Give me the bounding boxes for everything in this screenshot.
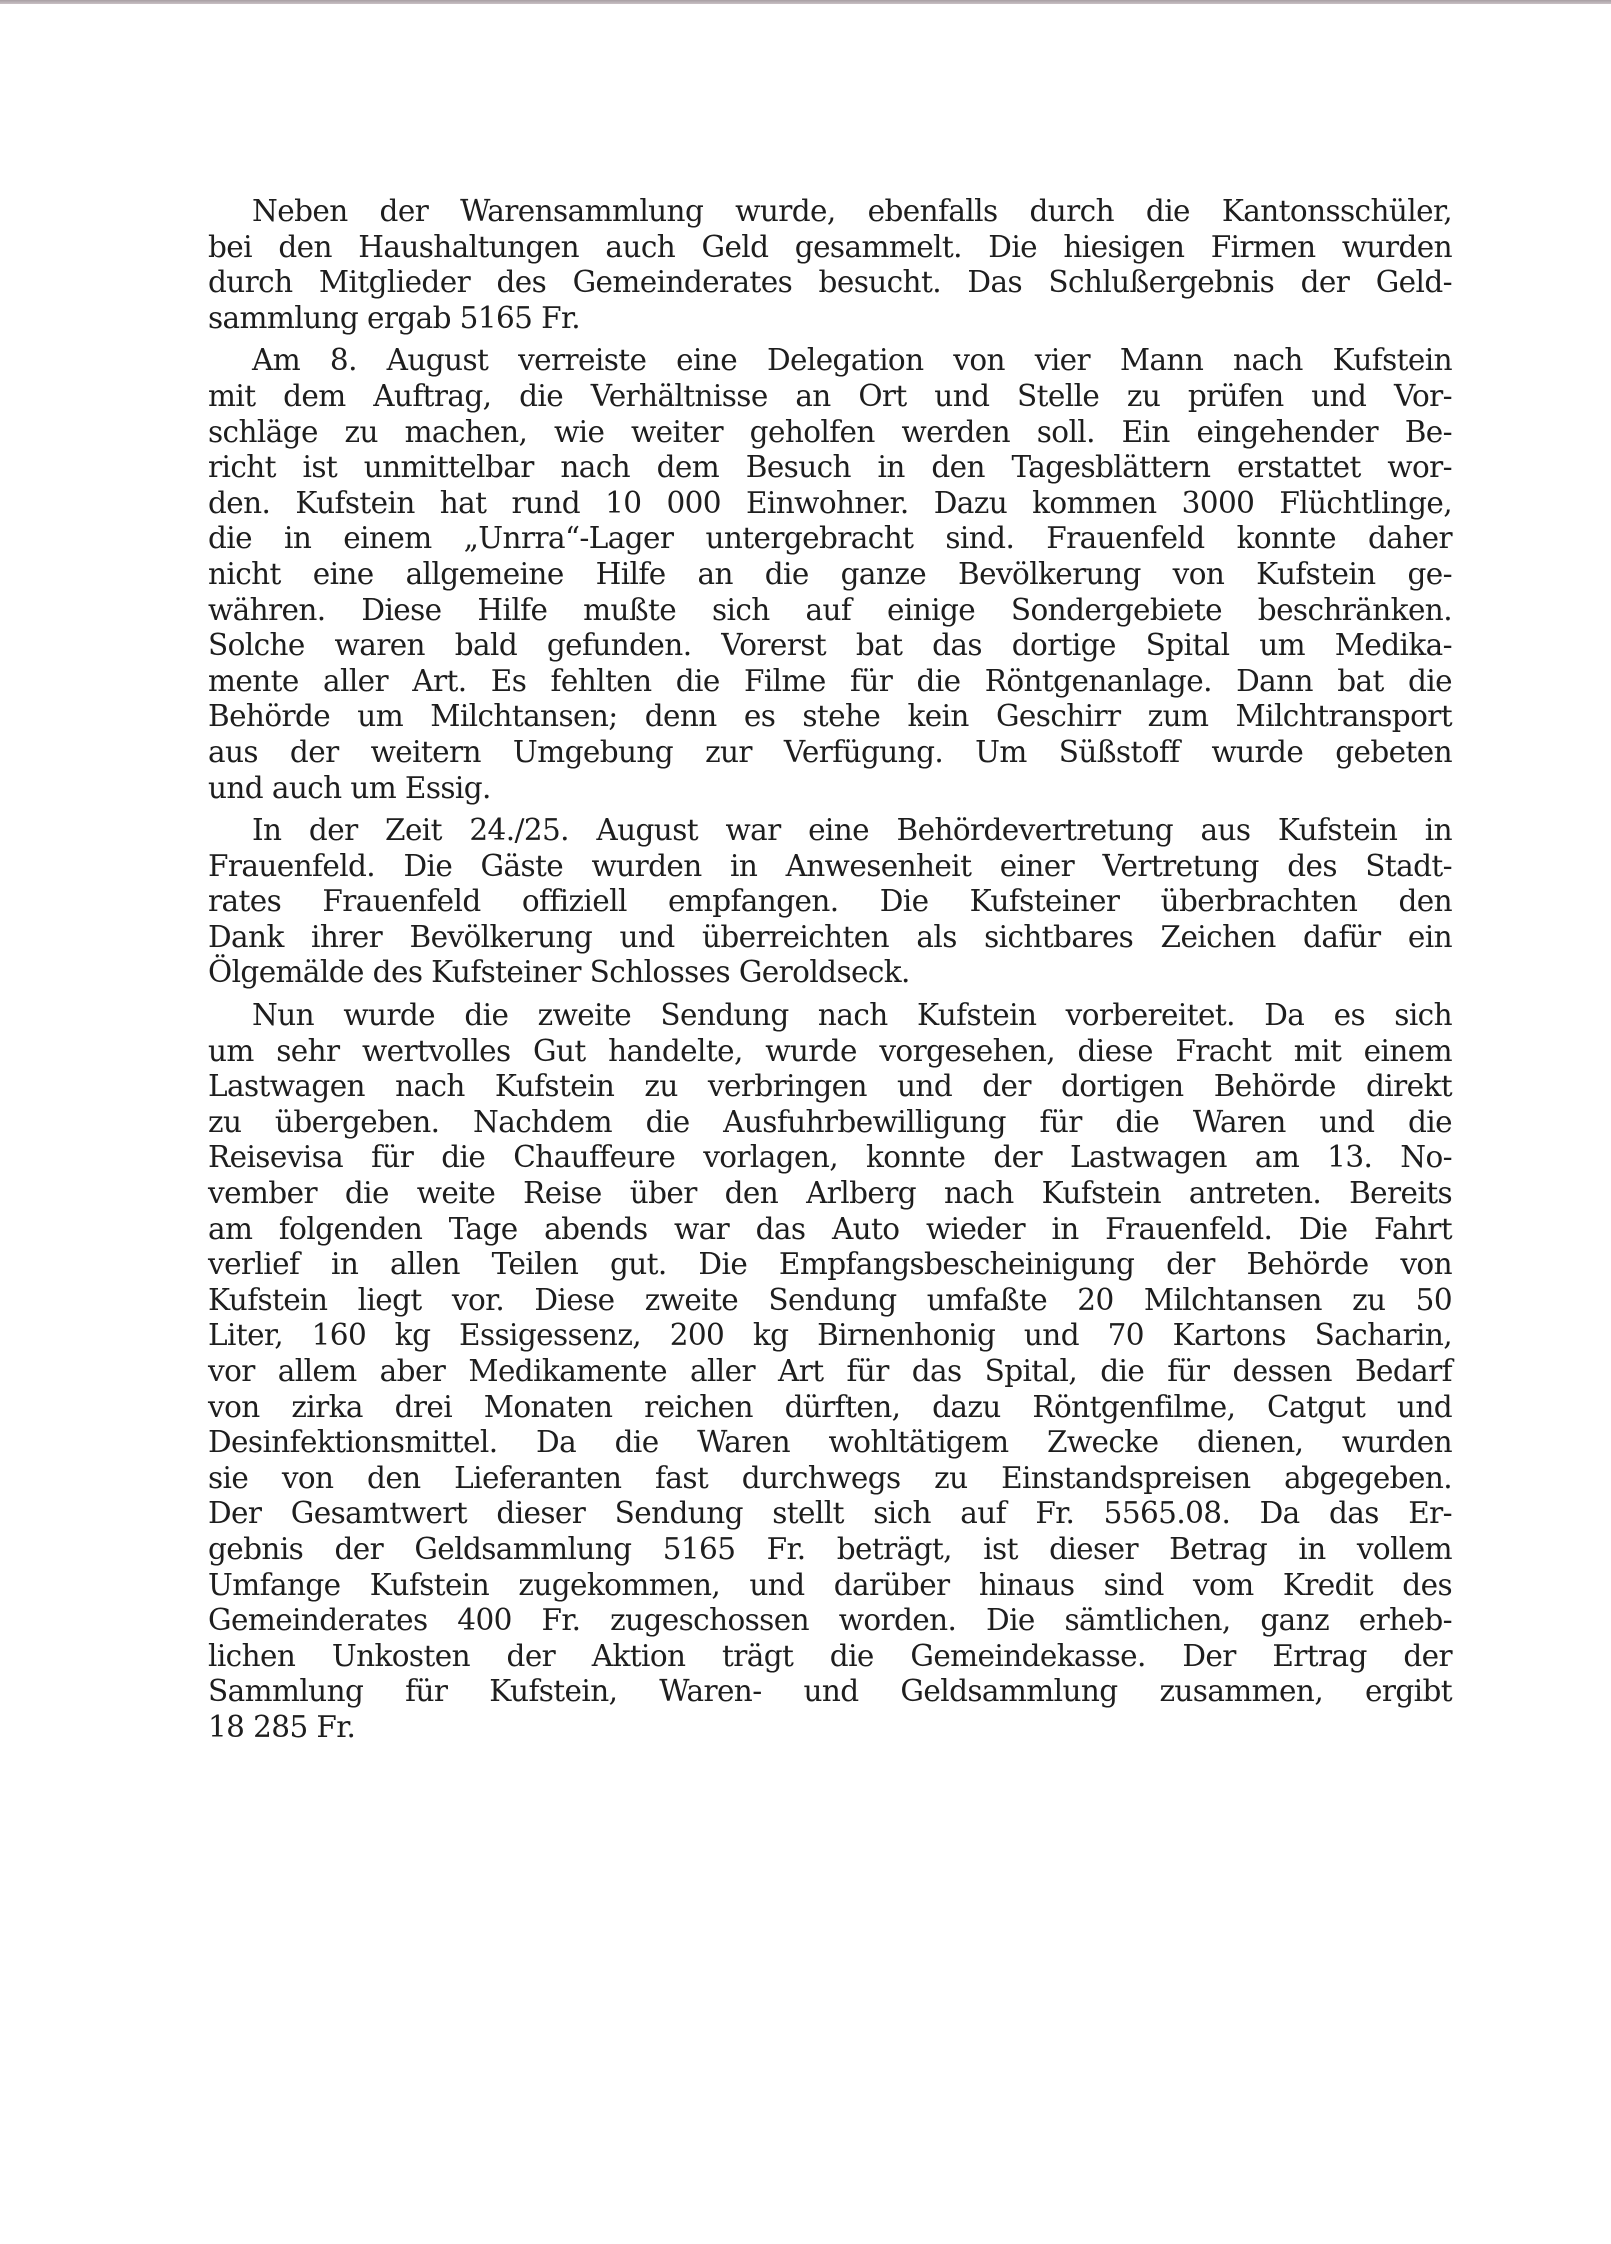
text-line: Ölgemälde des Kufsteiner Schlosses Geroldseck. (208, 955, 910, 990)
document-body (208, 194, 1452, 1753)
text-line: mente aller Art. Es fehlten die Filme für die Röntgenanlage. Dann bat die (208, 663, 1452, 698)
text-line: die in einem „Unrra“-Lager untergebracht sind. Frauenfeld konnte daher (208, 521, 1452, 556)
text-line: Desinfektionsmittel. Da die Waren wohltätigem Zwecke dienen, wurden (208, 1425, 1452, 1460)
text-line: Lastwagen nach Kufstein zu verbringen und der dortigen Behörde direkt (208, 1069, 1452, 1104)
text-line: vember die weite Reise über den Arlberg nach Kufstein antreten. Bereits (208, 1176, 1452, 1211)
text-line: Umfange Kufstein zugekommen, und darüber hinaus sind vom Kredit des (208, 1567, 1452, 1602)
text-line: In der Zeit 24./25. August war eine Behördevertretung aus Kufstein in (252, 813, 1452, 848)
text-line: aus der weitern Umgebung zur Verfügung. Um Süßstoff wurde gebeten (208, 734, 1452, 769)
text-line: vor allem aber Medikamente aller Art für das Spital, die für dessen Bedarf (208, 1354, 1452, 1388)
text-line: lichen Unkosten der Aktion trägt die Gemeindekasse. Der Ertrag der (208, 1638, 1452, 1673)
text-line: schläge zu machen, wie weiter geholfen werden soll. Ein eingehender Be- (208, 414, 1452, 449)
text-line: Gemeinderates 400 Fr. zugeschossen worden. Die sämtlichen, ganz erheb- (208, 1603, 1452, 1638)
text-line: Frauenfeld. Die Gäste wurden in Anwesenheit einer Vertretung des Stadt- (208, 848, 1452, 883)
text-line: Behörde um Milchtansen; denn es stehe kein Geschirr zum Milchtransport (208, 699, 1452, 734)
text-line: Liter, 160 kg Essigessenz, 200 kg Birnenhonig und 70 Kartons Sacharin, (208, 1318, 1452, 1353)
text-line: durch Mitglieder des Gemeinderates besucht. Das Schlußergebnis der Geld- (208, 265, 1452, 300)
text-line: Neben der Warensammlung wurde, ebenfalls durch die Kantonsschüler, (252, 194, 1452, 228)
text-line: Dank ihrer Bevölkerung und überreichten als sichtbares Zeichen dafür ein (208, 919, 1452, 954)
text-line: rates Frauenfeld offiziell empfangen. Die Kufsteiner überbrachten den (208, 884, 1452, 919)
text-line: Sammlung für Kufstein, Waren- und Geldsammlung zusammen, ergibt (208, 1674, 1452, 1709)
text-line: und auch um Essig. (208, 770, 491, 805)
paragraph (208, 813, 1452, 991)
text-line: bei den Haushaltungen auch Geld gesammelt. Die hiesigen Firmen wurden (208, 229, 1452, 264)
text-line: Solche waren bald gefunden. Vorerst bat das dortige Spital um Medika- (208, 628, 1452, 663)
text-line: mit dem Auftrag, die Verhältnisse an Ort und Stelle zu prüfen und Vor- (208, 378, 1452, 413)
text-line: am folgenden Tage abends war das Auto wieder in Frauenfeld. Die Fahrt (208, 1211, 1452, 1246)
text-line: von zirka drei Monaten reichen dürften, dazu Röntgenfilme, Catgut und (208, 1389, 1452, 1424)
text-line: verlief in allen Teilen gut. Die Empfangsbescheinigung der Behörde von (208, 1247, 1452, 1282)
text-line: Am 8. August verreiste eine Delegation von vier Mann nach Kufstein (252, 343, 1452, 378)
text-line: Kufstein liegt vor. Diese zweite Sendung umfaßte 20 Milchtansen zu 50 (208, 1282, 1452, 1317)
text-line: Nun wurde die zweite Sendung nach Kufstein vorbereitet. Da es sich (252, 998, 1452, 1033)
paragraph (208, 194, 1452, 336)
text-line: zu übergeben. Nachdem die Ausfuhrbewilligung für die Waren und die (208, 1104, 1452, 1139)
paragraph (208, 343, 1452, 806)
scan-top-edge (0, 0, 1611, 4)
text-line: den. Kufstein hat rund 10 000 Einwohner. Dazu kommen 3000 Flüchtlinge, (208, 485, 1452, 520)
text-line: sie von den Lieferanten fast durchwegs zu Einstandspreisen abgegeben. (208, 1460, 1452, 1495)
text-line: um sehr wertvolles Gut handelte, wurde vorgesehen, diese Fracht mit einem (208, 1033, 1452, 1068)
text-line: 18 285 Fr. (208, 1709, 356, 1744)
text-line: währen. Diese Hilfe mußte sich auf einige Sondergebiete beschränken. (208, 592, 1452, 627)
text-line: richt ist unmittelbar nach dem Besuch in den Tagesblättern erstattet wor- (208, 450, 1452, 485)
text-line: sammlung ergab 5165 Fr. (208, 300, 581, 335)
text-line: gebnis der Geldsammlung 5165 Fr. beträgt, ist dieser Betrag in vollem (208, 1531, 1452, 1566)
text-line: Reisevisa für die Chauffeure vorlagen, konnte der Lastwagen am 13. No- (208, 1140, 1452, 1175)
text-line: nicht eine allgemeine Hilfe an die ganze Bevölkerung von Kufstein ge- (208, 556, 1452, 591)
paragraph (208, 998, 1452, 1745)
text-line: Der Gesamtwert dieser Sendung stellt sich auf Fr. 5565.08. Da das Er- (208, 1496, 1452, 1531)
